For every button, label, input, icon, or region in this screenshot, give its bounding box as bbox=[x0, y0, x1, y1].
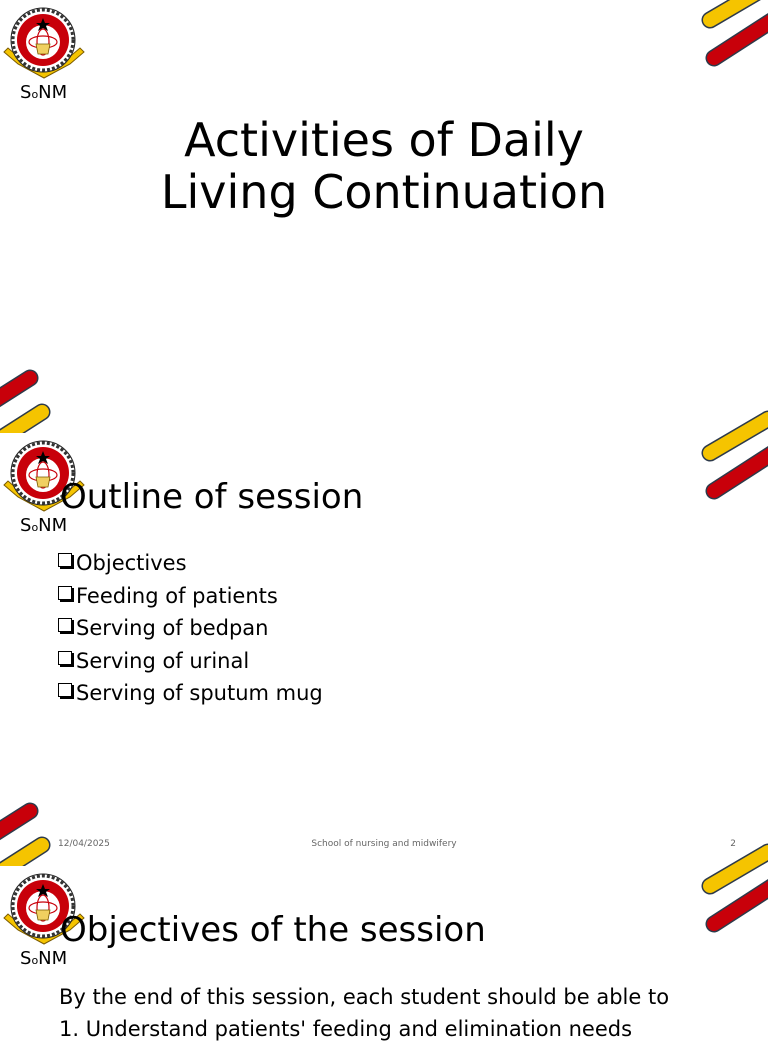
decorative-stripes-icon bbox=[0, 372, 56, 432]
decorative-stripes-icon bbox=[698, 0, 768, 70]
checkbox-bullet-icon bbox=[58, 651, 72, 665]
list-item: Serving of urinal bbox=[58, 645, 323, 678]
list-item: Feeding of patients bbox=[58, 580, 323, 613]
objectives-intro: By the end of this session, each student should be able to bbox=[59, 985, 670, 1009]
slide-title-text: Activities of Daily Living Continuation bbox=[160, 113, 608, 219]
slide-objectives bbox=[0, 866, 768, 1041]
footer-date: 12/04/2025 bbox=[58, 839, 110, 849]
footer-school-name: School of nursing and midwifery bbox=[311, 839, 457, 849]
footer-page-number: 2 bbox=[730, 839, 736, 849]
slide-title bbox=[0, 0, 768, 432]
list-item: Objectives bbox=[58, 547, 323, 580]
checkbox-bullet-icon bbox=[58, 683, 72, 697]
sonm-logo-text: SoNM bbox=[20, 515, 68, 536]
list-item: Serving of bedpan bbox=[58, 612, 323, 645]
sonm-logo-text: SoNM bbox=[20, 948, 68, 969]
school-crest-icon bbox=[0, 4, 86, 84]
slide-heading: Objectives of the session bbox=[60, 910, 486, 950]
decorative-stripes-icon bbox=[698, 433, 768, 503]
list-item: Serving of sputum mug bbox=[58, 677, 323, 710]
sonm-logo-text: SoNM bbox=[20, 82, 68, 103]
slide-outline bbox=[0, 433, 768, 865]
checkbox-bullet-icon bbox=[58, 618, 72, 632]
slide-heading: Outline of session bbox=[60, 477, 364, 517]
decorative-stripes-icon bbox=[698, 866, 768, 936]
outline-list bbox=[58, 547, 323, 710]
objective-item: 1. Understand patients' feeding and elimination needs bbox=[59, 1017, 633, 1041]
checkbox-bullet-icon bbox=[58, 553, 72, 567]
decorative-stripes-icon bbox=[0, 805, 56, 865]
checkbox-bullet-icon bbox=[58, 586, 72, 600]
